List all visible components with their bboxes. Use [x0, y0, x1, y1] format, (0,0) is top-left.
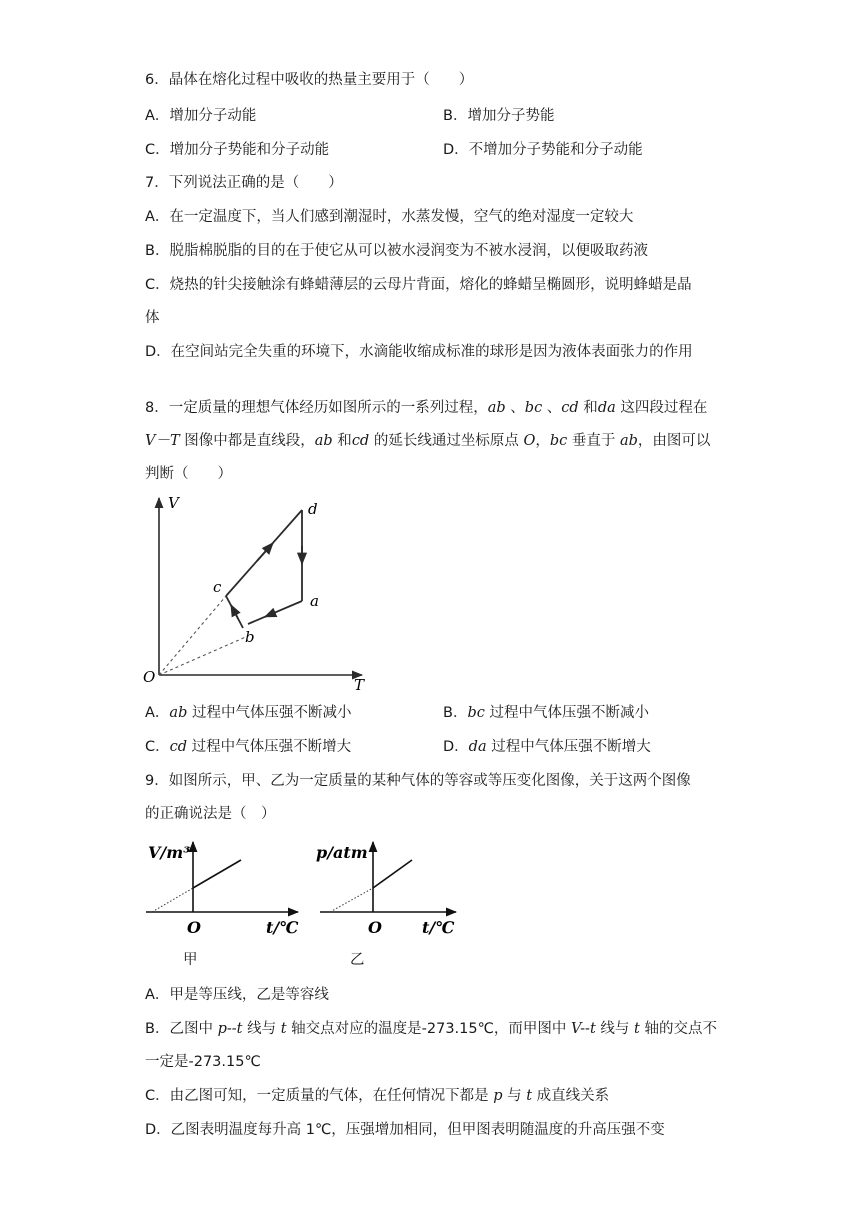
- yi-y-label: p/atm: [316, 843, 368, 862]
- q9-stem-line1: 9．如图所示，甲、乙为一定质量的某种气体的等容或等压变化图像，关于这两个图像: [145, 773, 691, 789]
- q9-caption-yi: 乙: [350, 952, 365, 968]
- q8-option-d: D．da 过程中气体压强不断增大: [443, 739, 651, 755]
- t-axis-label: T: [354, 676, 365, 694]
- q9-option-b-line1: B．乙图中 p--t 线与 t 轴交点对应的温度是-273.15℃，而甲图中 V--t 线与 t 轴的交点不: [145, 1021, 717, 1037]
- q9-caption-jia: 甲: [183, 952, 198, 968]
- q7-stem: 7．下列说法正确的是（ ）: [145, 175, 343, 191]
- q7-option-b: B．脱脂棉脱脂的目的在于使它从可以被水浸润变为不被水浸润，以便吸取药液: [145, 243, 648, 259]
- q6-option-d: D．不增加分子势能和分子动能: [443, 142, 643, 158]
- q8-vt-diagram: [140, 490, 380, 695]
- q8-stem-line3: 判断（ ）: [145, 466, 232, 482]
- q8-option-a: A．ab 过程中气体压强不断减小: [145, 705, 352, 721]
- q8-stem-line2: V－T 图像中都是直线段，ab 和cd 的延长线通过坐标原点 O，bc 垂直于 ab，由图可以: [145, 433, 711, 449]
- jia-y-label: V/m³: [148, 843, 191, 862]
- yi-dotted-extension: [330, 888, 373, 912]
- arrow-ab: [265, 613, 275, 617]
- v-axis-label: V: [168, 494, 179, 512]
- point-label-c: c: [213, 578, 222, 596]
- q6-option-b: B．增加分子势能: [443, 108, 555, 124]
- q6-option-a: A．增加分子动能: [145, 108, 257, 124]
- q8-stem-line1: 8．一定质量的理想气体经历如图所示的一系列过程，ab 、bc 、cd 和da 这四段过程在: [145, 400, 708, 416]
- q9-option-b-line2: 一定是-273.15℃: [145, 1054, 261, 1070]
- arrow-cd: [257, 543, 273, 561]
- yi-x-label: t/℃: [422, 918, 455, 937]
- jia-line: [193, 860, 241, 888]
- ab-extension: [159, 636, 248, 675]
- cd-extension: [159, 596, 226, 675]
- q9-stem-line2: 的正确说法是（ ）: [145, 806, 276, 822]
- q9-option-a: A．甲是等压线，乙是等容线: [145, 987, 329, 1003]
- q9-option-c: C．由乙图可知，一定质量的气体，在任何情况下都是 p 与 t 成直线关系: [145, 1088, 610, 1104]
- q7-option-c-line2: 体: [145, 310, 160, 326]
- q6-stem: 6．晶体在熔化过程中吸收的热量主要用于（ ）: [145, 72, 474, 88]
- origin-label: O: [143, 668, 156, 686]
- yi-origin-label: O: [368, 918, 382, 937]
- q6-option-c: C．增加分子势能和分子动能: [145, 142, 330, 158]
- point-label-b: b: [245, 628, 255, 646]
- q7-option-d: D．在空间站完全失重的环境下，水滴能收缩成标准的球形是因为液体表面张力的作用: [145, 344, 693, 360]
- q9-diagram-jia: [140, 838, 312, 938]
- q7-option-c-line1: C．烧热的针尖接触涂有蜂蜡薄层的云母片背面，熔化的蜂蜡呈椭圆形，说明蜂蜡是晶: [145, 277, 692, 293]
- arrow-bc: [231, 605, 238, 619]
- point-label-d: d: [308, 500, 318, 518]
- jia-dotted-extension: [152, 888, 193, 912]
- q7-option-a: A．在一定温度下，当人们感到潮湿时，水蒸发慢，空气的绝对湿度一定较大: [145, 209, 634, 225]
- q8-option-b: B．bc 过程中气体压强不断减小: [443, 705, 649, 721]
- q9-diagram-yi: [316, 838, 488, 938]
- point-label-a: a: [310, 592, 319, 610]
- jia-origin-label: O: [187, 918, 201, 937]
- q8-option-c: C．cd 过程中气体压强不断增大: [145, 739, 352, 755]
- jia-x-label: t/℃: [266, 918, 299, 937]
- q9-option-d: D．乙图表明温度每升高 1℃，压强增加相同，但甲图表明随温度的升高压强不变: [145, 1122, 665, 1138]
- yi-line: [373, 860, 412, 888]
